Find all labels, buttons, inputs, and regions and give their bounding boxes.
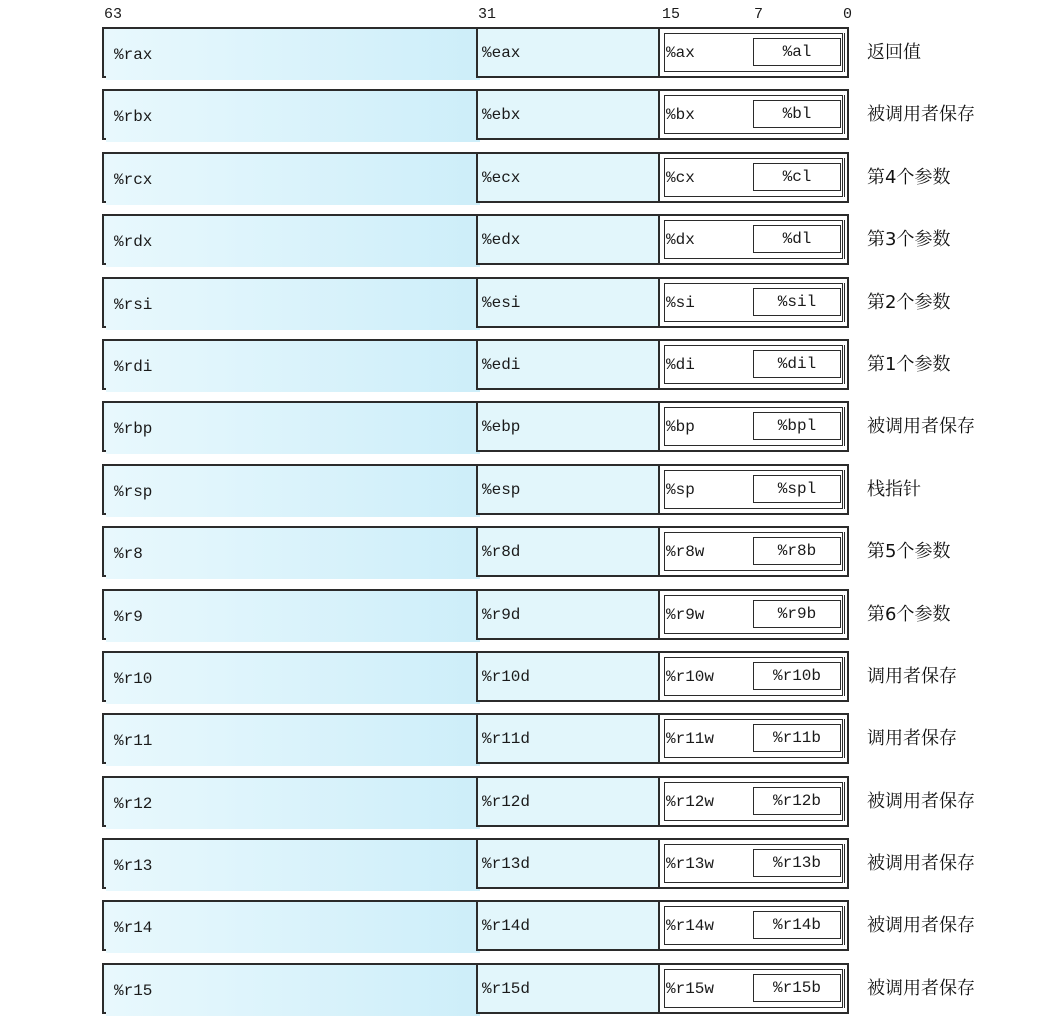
register-64bit-fill bbox=[106, 778, 480, 829]
register-8bit-box bbox=[753, 350, 841, 378]
register-64bit-name: %r12 bbox=[114, 794, 153, 813]
register-8bit-box bbox=[753, 974, 841, 1002]
register-8bit-side-border bbox=[844, 532, 845, 571]
register-row bbox=[100, 776, 1045, 838]
register-32bit-name: %eax bbox=[482, 44, 521, 62]
register-purpose-label: 第6个参数 bbox=[867, 603, 951, 625]
register-32bit-name: %ebx bbox=[482, 106, 521, 125]
register-64bit-name: %rbx bbox=[114, 108, 153, 127]
register-purpose-label: 调用者保存 bbox=[867, 665, 957, 687]
bit-position-header bbox=[0, 6, 1045, 26]
register-8bit-side-border bbox=[844, 220, 845, 259]
register-32bit-name: %r8d bbox=[482, 543, 521, 562]
register-16bit-name: %dx bbox=[666, 231, 695, 250]
register-16bit-name: %cx bbox=[666, 168, 695, 187]
register-8bit-name: %r9b bbox=[777, 604, 817, 623]
register-8bit-side-border bbox=[844, 782, 845, 821]
register-16bit-name: %r12w bbox=[666, 792, 715, 811]
register-row bbox=[100, 713, 1045, 775]
register-8bit-box bbox=[753, 412, 841, 440]
register-row bbox=[100, 838, 1045, 900]
register-64bit-fill bbox=[106, 91, 480, 142]
register-8bit-side-border bbox=[844, 283, 845, 322]
register-64bit-fill bbox=[106, 528, 480, 579]
register-purpose-label: 被调用者保存 bbox=[867, 790, 975, 812]
bit-label-0: 0 bbox=[843, 6, 853, 23]
register-purpose-label: 被调用者保存 bbox=[867, 416, 975, 438]
register-purpose-label: 第4个参数 bbox=[867, 166, 951, 188]
register-64bit-fill bbox=[106, 653, 480, 704]
register-8bit-box bbox=[753, 475, 841, 503]
register-8bit-side-border bbox=[844, 470, 845, 509]
register-16bit-name: %r9w bbox=[666, 605, 705, 624]
register-16bit-name: %r15w bbox=[666, 979, 715, 998]
register-64bit-fill bbox=[106, 840, 480, 891]
register-row bbox=[100, 651, 1045, 713]
register-8bit-side-border bbox=[844, 33, 845, 72]
register-16bit-name: %di bbox=[666, 355, 695, 374]
register-64bit-name: %rcx bbox=[114, 170, 153, 189]
register-8bit-name: %r11b bbox=[772, 729, 821, 748]
register-32bit-name: %ebp bbox=[482, 418, 521, 437]
register-64bit-name: %r15 bbox=[114, 981, 153, 1000]
register-16bit-name: %bp bbox=[666, 418, 695, 437]
bit-label-63: 63 bbox=[104, 6, 123, 23]
register-8bit-box bbox=[753, 163, 841, 191]
register-16bit-name: %ax bbox=[666, 44, 695, 62]
register-32bit-name: %r12d bbox=[482, 792, 531, 811]
register-purpose-label: 第3个参数 bbox=[867, 229, 951, 251]
register-8bit-name: %dl bbox=[782, 230, 812, 249]
register-8bit-side-border bbox=[844, 969, 845, 1008]
register-16bit-name: %bx bbox=[666, 106, 695, 125]
register-8bit-name: %bpl bbox=[777, 417, 817, 436]
register-8bit-name: %r13b bbox=[772, 854, 821, 873]
register-8bit-name: %sil bbox=[777, 292, 817, 311]
register-64bit-fill bbox=[106, 965, 480, 1016]
register-64bit-fill bbox=[106, 29, 480, 80]
register-row bbox=[100, 339, 1045, 401]
register-8bit-name: %r8b bbox=[777, 542, 817, 561]
register-64bit-name: %rbp bbox=[114, 420, 153, 439]
register-16bit-name: %sp bbox=[666, 480, 695, 499]
register-row bbox=[100, 401, 1045, 463]
register-64bit-name: %rdi bbox=[114, 357, 153, 376]
register-8bit-side-border bbox=[844, 657, 845, 696]
bit-label-7: 7 bbox=[754, 6, 764, 23]
register-32bit-name: %edi bbox=[482, 355, 521, 374]
register-purpose-label: 被调用者保存 bbox=[867, 915, 975, 937]
register-16bit-name: %r14w bbox=[666, 917, 715, 936]
register-row bbox=[100, 963, 1045, 1025]
register-8bit-box bbox=[753, 724, 841, 752]
register-purpose-label: 被调用者保存 bbox=[867, 104, 975, 126]
register-64bit-name: %r14 bbox=[114, 919, 153, 938]
register-16bit-name: %r11w bbox=[666, 730, 715, 749]
register-32bit-name: %r13d bbox=[482, 855, 531, 874]
register-64bit-name: %rdx bbox=[114, 233, 153, 252]
register-8bit-name: %r14b bbox=[772, 916, 821, 935]
register-table bbox=[100, 27, 1045, 1025]
register-64bit-name: %r9 bbox=[114, 607, 143, 626]
register-32bit-name: %r14d bbox=[482, 917, 531, 936]
register-8bit-box bbox=[753, 225, 841, 253]
register-8bit-side-border bbox=[844, 95, 845, 134]
register-8bit-side-border bbox=[844, 906, 845, 945]
register-64bit-fill bbox=[106, 341, 480, 392]
register-row bbox=[100, 277, 1045, 339]
register-64bit-name: %rsp bbox=[114, 482, 153, 501]
register-64bit-name: %r13 bbox=[114, 857, 153, 876]
register-purpose-label: 被调用者保存 bbox=[867, 977, 975, 999]
register-row bbox=[100, 152, 1045, 214]
register-32bit-name: %r9d bbox=[482, 605, 521, 624]
register-8bit-box bbox=[753, 38, 841, 66]
register-64bit-name: %rax bbox=[114, 46, 153, 64]
register-8bit-box bbox=[753, 787, 841, 815]
register-32bit-name: %ecx bbox=[482, 168, 521, 187]
register-8bit-box bbox=[753, 849, 841, 877]
register-16bit-name: %si bbox=[666, 293, 695, 312]
register-8bit-box bbox=[753, 100, 841, 128]
register-8bit-name: %r10b bbox=[772, 666, 821, 685]
register-8bit-name: %cl bbox=[782, 167, 812, 186]
register-row bbox=[100, 89, 1045, 151]
register-8bit-box bbox=[753, 600, 841, 628]
register-8bit-box bbox=[753, 537, 841, 565]
register-8bit-name: %al bbox=[782, 43, 812, 61]
register-16bit-name: %r8w bbox=[666, 543, 705, 562]
register-64bit-fill bbox=[106, 279, 480, 330]
register-32bit-name: %esi bbox=[482, 293, 521, 312]
bit-label-15: 15 bbox=[662, 6, 681, 23]
register-64bit-name: %r8 bbox=[114, 545, 143, 564]
register-64bit-fill bbox=[106, 154, 480, 205]
register-8bit-side-border bbox=[844, 158, 845, 197]
register-purpose-label: 第1个参数 bbox=[867, 353, 951, 375]
register-8bit-name: %dil bbox=[777, 354, 817, 373]
register-purpose-label: 返回值 bbox=[867, 42, 921, 63]
register-64bit-fill bbox=[106, 902, 480, 953]
register-64bit-fill bbox=[106, 466, 480, 517]
register-row bbox=[100, 464, 1045, 526]
register-16bit-name: %r13w bbox=[666, 855, 715, 874]
register-row bbox=[100, 214, 1045, 276]
register-8bit-side-border bbox=[844, 844, 845, 883]
register-8bit-side-border bbox=[844, 407, 845, 446]
register-32bit-name: %r11d bbox=[482, 730, 531, 749]
register-64bit-fill bbox=[106, 715, 480, 766]
register-purpose-label: 栈指针 bbox=[867, 478, 921, 500]
register-8bit-side-border bbox=[844, 595, 845, 634]
register-64bit-name: %rsi bbox=[114, 295, 153, 314]
register-row bbox=[100, 900, 1045, 962]
register-8bit-name: %r15b bbox=[772, 978, 821, 997]
register-32bit-name: %r10d bbox=[482, 667, 531, 686]
register-8bit-box bbox=[753, 911, 841, 939]
register-row bbox=[100, 589, 1045, 651]
register-8bit-box bbox=[753, 662, 841, 690]
register-64bit-fill bbox=[106, 591, 480, 642]
register-8bit-side-border bbox=[844, 719, 845, 758]
register-8bit-name: %r12b bbox=[772, 791, 821, 810]
register-64bit-fill bbox=[106, 403, 480, 454]
register-16bit-name: %r10w bbox=[666, 667, 715, 686]
register-8bit-name: %spl bbox=[777, 479, 817, 498]
register-8bit-name: %bl bbox=[782, 105, 812, 124]
bit-label-31: 31 bbox=[478, 6, 497, 23]
register-32bit-name: %edx bbox=[482, 231, 521, 250]
register-8bit-box bbox=[753, 288, 841, 316]
register-64bit-name: %r11 bbox=[114, 732, 153, 751]
register-row bbox=[100, 526, 1045, 588]
register-purpose-label: 调用者保存 bbox=[867, 728, 957, 750]
register-64bit-name: %r10 bbox=[114, 669, 153, 688]
register-32bit-name: %r15d bbox=[482, 979, 531, 998]
register-purpose-label: 第2个参数 bbox=[867, 291, 951, 313]
register-purpose-label: 被调用者保存 bbox=[867, 853, 975, 875]
register-row bbox=[100, 27, 1045, 89]
register-32bit-name: %esp bbox=[482, 480, 521, 499]
register-purpose-label: 第5个参数 bbox=[867, 541, 951, 563]
register-64bit-fill bbox=[106, 216, 480, 267]
register-8bit-side-border bbox=[844, 345, 845, 384]
